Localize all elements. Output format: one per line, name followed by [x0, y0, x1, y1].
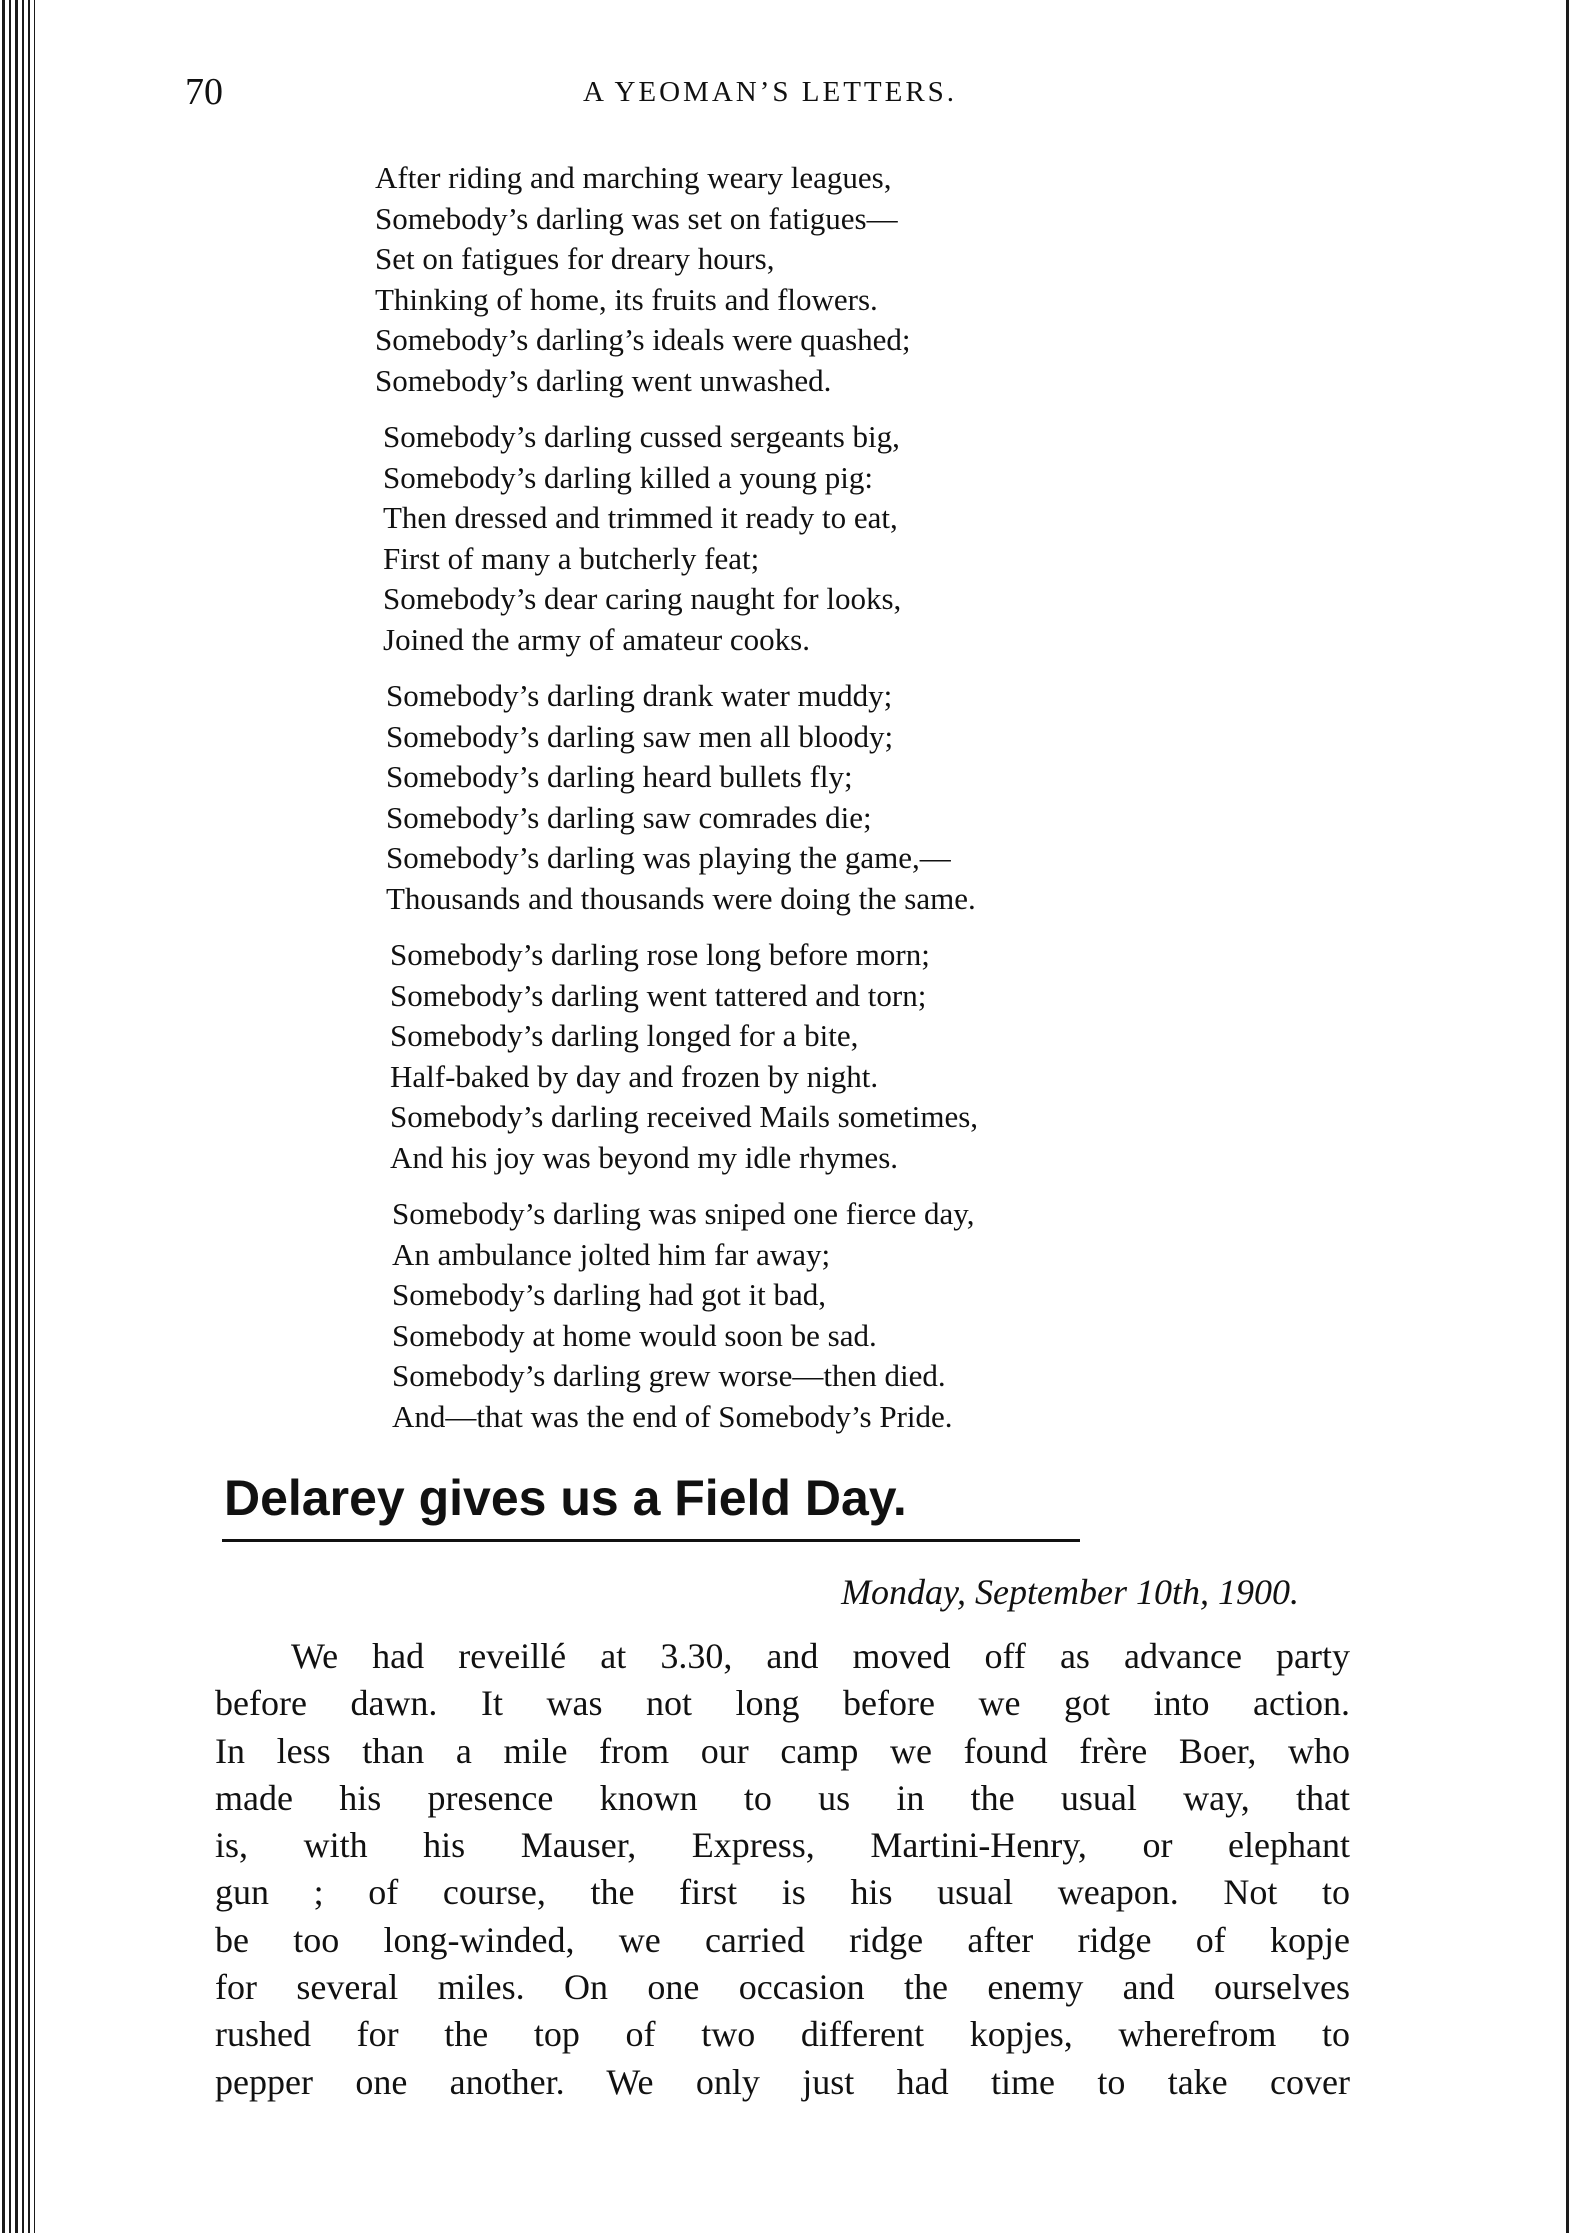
verse-line: Somebody’s darling killed a young pig:: [383, 459, 873, 495]
verse-line: Thousands and thousands were doing the same.: [386, 880, 976, 916]
verse-line: Half-baked by day and frozen by night.: [390, 1058, 879, 1094]
paragraph-line: rushed for the top of two different kopjes, wherefrom to: [215, 2014, 1350, 2055]
verse-line: An ambulance jolted him far away;: [392, 1236, 831, 1272]
paragraph-line: gun ; of course, the first is his usual weapon. Not to: [215, 1872, 1350, 1913]
verse-line: Somebody’s darling saw men all bloody;: [386, 718, 894, 754]
poem-stanza: [0, 935, 1577, 1178]
verse-line: Somebody’s darling grew worse—then died.: [392, 1358, 946, 1393]
page-header: [185, 70, 1355, 120]
verse-line: Somebody’s darling went tattered and torn;: [390, 977, 927, 1013]
verse-line: Joined the army of amateur cooks.: [383, 621, 810, 657]
running-head: A YEOMAN’S LETTERS.: [582, 76, 958, 108]
verse-line: Somebody’s darling heard bullets fly;: [386, 759, 853, 794]
poem-stanza: [0, 158, 1577, 401]
poem-stanza: [0, 1194, 1577, 1437]
verse-line: Set on fatigues for dreary hours,: [375, 241, 775, 276]
verse-line: Thinking of home, its fruits and flowers.: [375, 281, 878, 317]
verse-line: Somebody’s darling went unwashed.: [375, 362, 832, 398]
verse-line: Somebody’s dear caring naught for looks,: [383, 581, 902, 616]
letter-paragraph: [215, 1633, 1350, 2106]
verse-line: Somebody’s darling was playing the game,—: [386, 840, 951, 875]
verse-line: First of many a butcherly feat;: [383, 540, 760, 576]
verse-line: Somebody’s darling longed for a bite,: [390, 1018, 859, 1053]
verse-line: Somebody’s darling cussed sergeants big,: [383, 419, 900, 454]
verse-line: Somebody’s darling rose long before morn;: [390, 937, 930, 972]
paragraph-line: is, with his Mauser, Express, Martini-Henry, or elephant: [215, 1825, 1350, 1866]
verse-line: Somebody’s darling was set on fatigues—: [375, 200, 898, 236]
paragraph-line: We had reveillé at 3.30, and moved off as advance party: [291, 1636, 1350, 1676]
paragraph-line: before dawn. It was not long before we got into action.: [215, 1683, 1350, 1724]
verse-line: Somebody’s darling received Mails sometimes,: [390, 1099, 979, 1134]
paragraph-line: In less than a mile from our camp we found frère Boer, who: [215, 1730, 1350, 1771]
verse-line: After riding and marching weary leagues,: [375, 160, 892, 195]
page-number: 70: [185, 71, 223, 113]
paragraph-line: for several miles. On one occasion the enemy and ourselves: [215, 1967, 1350, 2008]
poem-stanza: [0, 676, 1577, 919]
poem-stanza: [0, 417, 1577, 660]
verse-line: And—that was the end of Somebody’s Pride.: [392, 1398, 953, 1434]
verse-line: Somebody’s darling had got it bad,: [392, 1277, 826, 1312]
verse-line: Somebody at home would soon be sad.: [392, 1317, 877, 1353]
paragraph-line: be too long-winded, we carried ridge after ridge of kopje: [215, 1919, 1350, 1960]
verse-line: Somebody’s darling drank water muddy;: [386, 678, 893, 713]
verse-line: Somebody’s darling was sniped one fierce day,: [392, 1196, 975, 1231]
paragraph-line: made his presence known to us in the usual way, that: [215, 1777, 1350, 1818]
poem: [0, 158, 1577, 1453]
verse-line: Somebody’s darling saw comrades die;: [386, 799, 872, 835]
letter-dateline: Monday, September 10th, 1900.: [841, 1572, 1299, 1612]
verse-line: Then dressed and trimmed it ready to eat,: [383, 500, 898, 535]
verse-line: And his joy was beyond my idle rhymes.: [390, 1139, 899, 1175]
verse-line: Somebody’s darling’s ideals were quashed;: [375, 322, 911, 357]
heading-underline: [222, 1539, 1080, 1542]
section-heading: Delarey gives us a Field Day.: [224, 1470, 907, 1526]
paragraph-line: pepper one another. We only just had time to take cover: [215, 2061, 1350, 2102]
